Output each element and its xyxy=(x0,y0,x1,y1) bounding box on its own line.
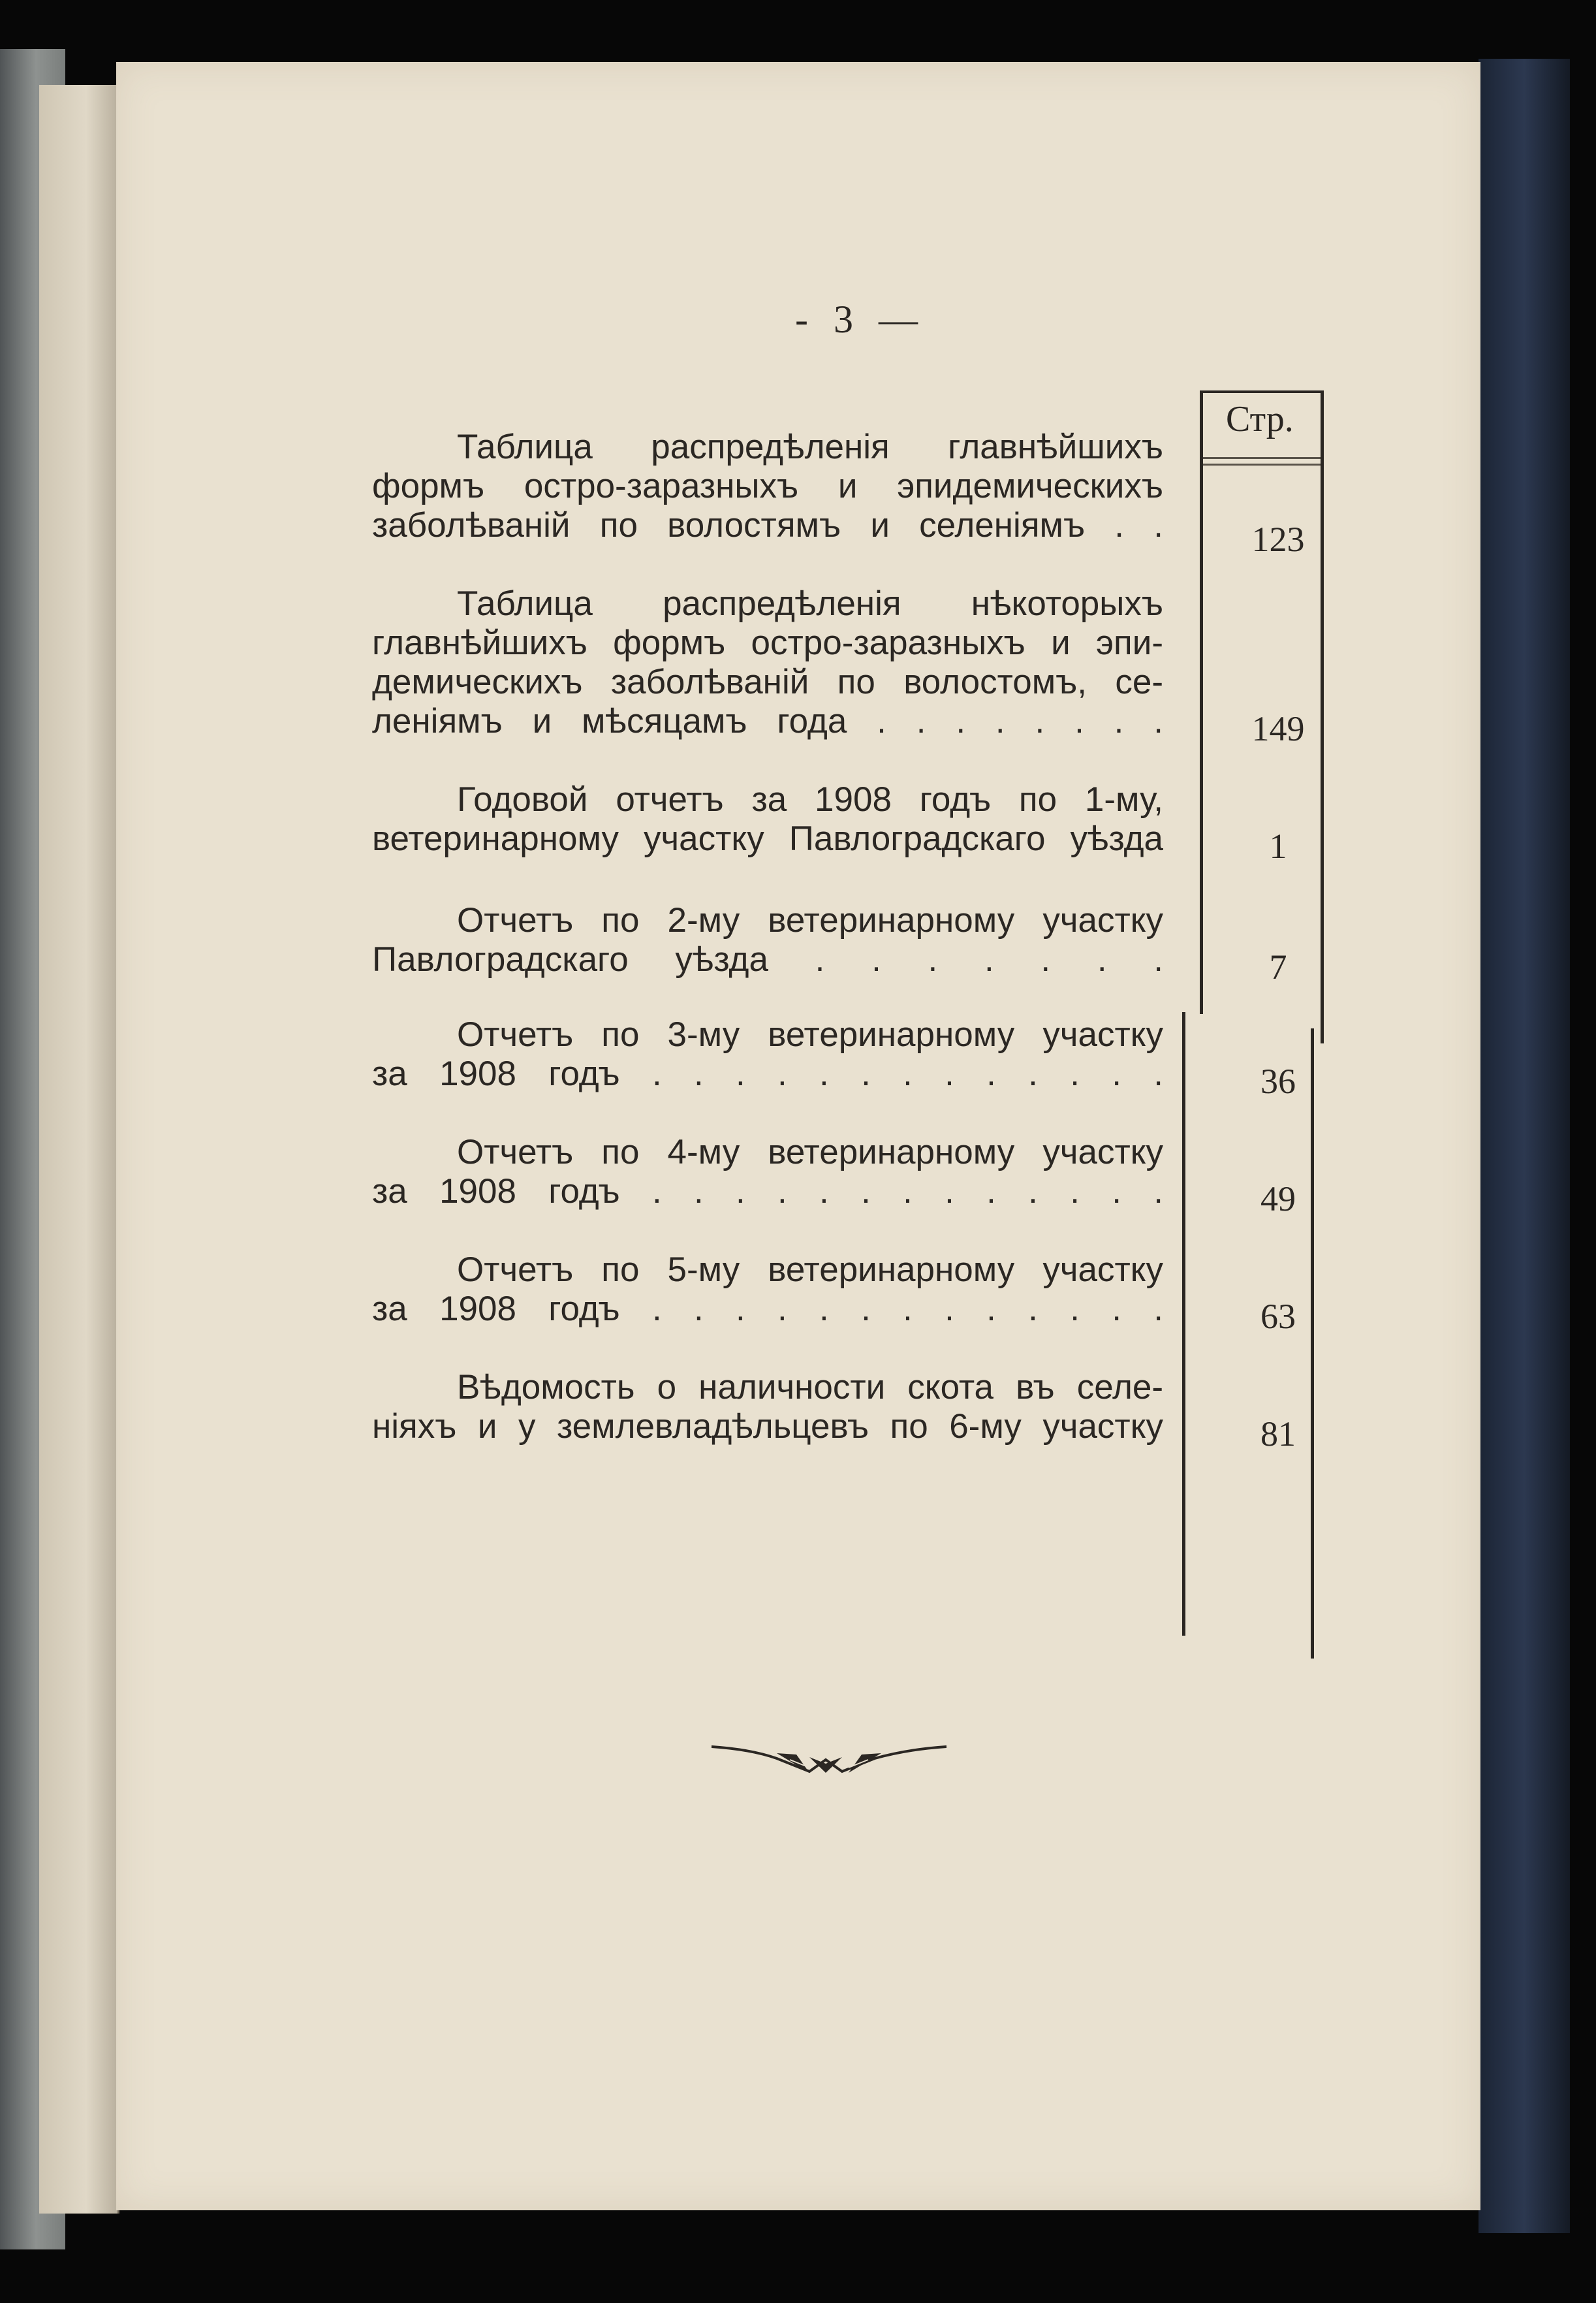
page xyxy=(116,62,1480,2210)
entry-line: Отчетъ по 2-му ветеринарному участку xyxy=(457,901,1163,940)
entry-page-ref: 149 xyxy=(1251,709,1305,748)
toc-entry xyxy=(372,901,1163,979)
entry-line: за 1908 годъ . . . . . . . . . . . . . xyxy=(372,1055,1163,1093)
column-header-rule xyxy=(1201,457,1322,459)
back-cover xyxy=(1479,59,1570,2233)
entry-line: Павлоградскаго уѣзда . . . . . . . xyxy=(372,940,1163,979)
toc-entry xyxy=(372,1015,1163,1094)
entry-line: формъ остро-заразныхъ и эпидемическихъ xyxy=(372,467,1163,505)
entry-line: Годовой отчетъ за 1908 годъ по 1-му, xyxy=(457,780,1163,819)
entry-line: Отчетъ по 5-му ветеринарному участку xyxy=(457,1250,1163,1289)
toc-entry xyxy=(372,1250,1163,1329)
toc-entry xyxy=(372,584,1163,741)
entry-line: Таблица распредѣленія главнѣйшихъ xyxy=(457,428,1163,466)
column-left-rule-lower xyxy=(1182,1012,1185,1636)
entry-line: за 1908 годъ . . . . . . . . . . . . . xyxy=(372,1290,1163,1328)
toc-entry xyxy=(372,780,1163,859)
entry-page-ref: 81 xyxy=(1260,1414,1296,1453)
entry-page-ref: 63 xyxy=(1260,1297,1296,1336)
toc-entry xyxy=(372,428,1163,545)
entry-line: за 1908 годъ . . . . . . . . . . . . . xyxy=(372,1172,1163,1211)
entry-line: Вѣдомость о наличности скота въ селе- xyxy=(457,1368,1163,1406)
tailpiece-ornament-icon xyxy=(712,1734,947,1786)
entry-line: леніямъ и мѣсяцамъ года . . . . . . . . xyxy=(372,702,1163,740)
entry-page-ref: 123 xyxy=(1251,520,1305,559)
entry-line: главнѣйшихъ формъ остро-заразныхъ и эпи- xyxy=(372,624,1163,662)
entry-page-ref: 49 xyxy=(1260,1179,1296,1218)
entry-line: Отчетъ по 4-му ветеринарному участку xyxy=(457,1133,1163,1171)
column-right-rule-lower xyxy=(1311,1028,1314,1659)
entry-page-ref: 36 xyxy=(1260,1062,1296,1101)
toc-entry xyxy=(372,1133,1163,1211)
entry-page-ref: 7 xyxy=(1269,947,1287,987)
entry-line: ніяхъ и у землевладѣльцевъ по 6-му участку xyxy=(372,1407,1163,1446)
entry-line: ветеринарному участку Павлоградскаго уѣзда xyxy=(372,819,1163,858)
page-block-edge xyxy=(39,85,119,2214)
entry-page-ref: 1 xyxy=(1269,827,1287,866)
column-left-rule-upper xyxy=(1200,390,1203,1014)
column-top-rule xyxy=(1201,390,1322,393)
entry-line: Отчетъ по 3-му ветеринарному участку xyxy=(457,1015,1163,1054)
column-header: Стр. xyxy=(1226,399,1294,439)
toc-entry xyxy=(372,1368,1163,1446)
column-header-rule-2 xyxy=(1201,464,1322,466)
entry-line: демическихъ заболѣваній по волостомъ, се- xyxy=(372,663,1163,701)
entry-line: Таблица распредѣленія нѣкоторыхъ xyxy=(457,584,1163,623)
page-number: - 3 — xyxy=(795,298,926,341)
entry-line: заболѣваній по волостямъ и селеніямъ . . xyxy=(372,506,1163,545)
